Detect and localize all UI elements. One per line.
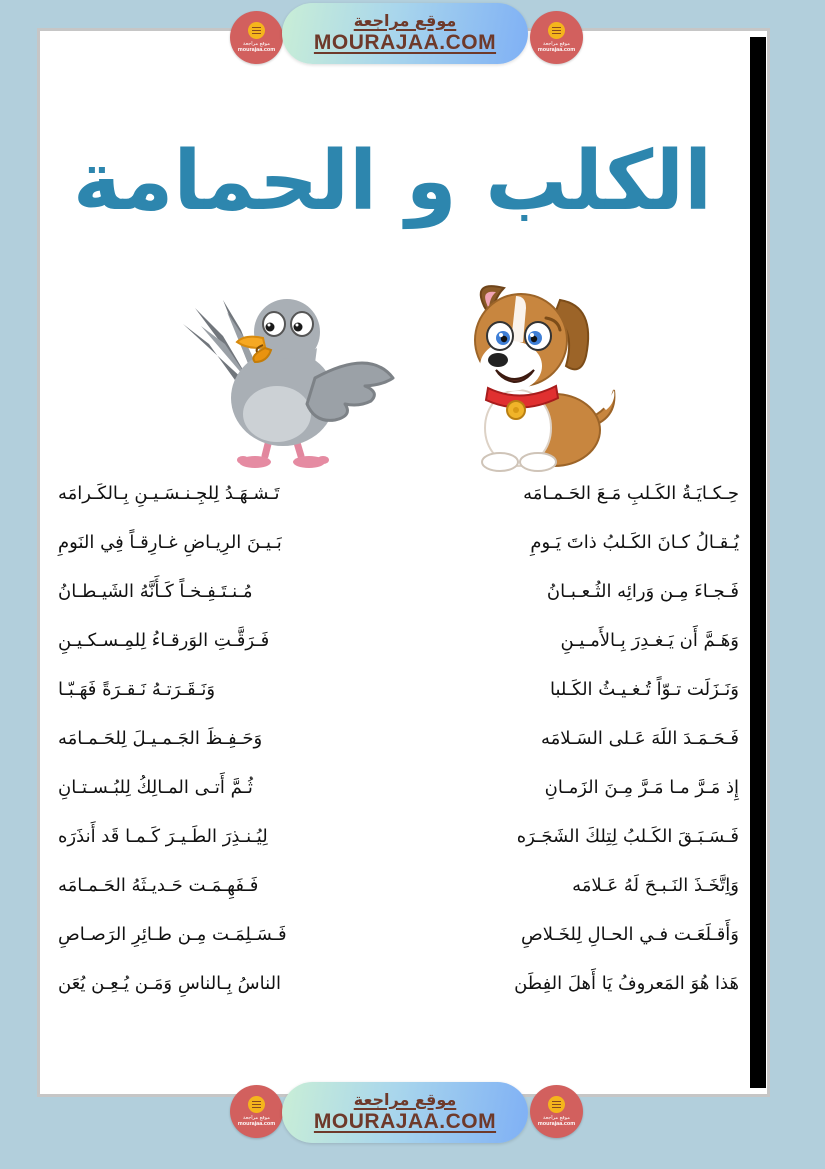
verse-second-hemistich: وَنَـقَـرَتـهُ نَـقـرَةً فَهَـبّـا [58, 679, 216, 700]
site-domain-link[interactable]: MOURAJAA.COM [313, 1110, 497, 1134]
verse-second-hemistich: بَـيـنَ الرِيـاضِ غـارِقـاً فِي النَومِ [58, 532, 282, 553]
verse-second-hemistich: فَـفَهِـمَـت حَـديـثَهُ الحَـمـامَه [58, 875, 259, 896]
worksheet-page [37, 28, 770, 1097]
logo-domain-text: mourajaa.com [537, 1120, 576, 1127]
verse-second-hemistich: ثُـمَّ أَتـى المـالِكُ لِلبُـسـتـانِ [58, 777, 253, 798]
book-icon [248, 1096, 265, 1113]
verse-row [58, 812, 739, 861]
verse-second-hemistich: مُـنـتَـفِـخـاً كَـأَنَّهُ الشَيـطـانُ [58, 581, 253, 602]
page-title: الكلب و الحمامة [72, 134, 713, 229]
logo-domain-text: mourajaa.com [537, 46, 576, 53]
verse-first-hemistich: وَهَـمَّ أَن يَـغـدِرَ بِـالأَمـيـنِ [560, 630, 739, 651]
site-domain-link[interactable]: MOURAJAA.COM [313, 31, 497, 55]
verse-row [58, 861, 739, 910]
logo-arabic-text: موقع مراجعة [543, 1114, 570, 1121]
verse-second-hemistich: الناسُ بِـالناسِ وَمَـن يُـعِـن يُعَن [58, 973, 282, 994]
verse-row [58, 616, 739, 665]
verse-row [58, 567, 739, 616]
book-icon [548, 1096, 565, 1113]
verse-second-hemistich: لِيُـنـذِرَ الطَـيـرَ كَـمـا قَد أَنذَرَه [58, 826, 268, 847]
logo-domain-text: mourajaa.com [237, 1120, 276, 1127]
verse-first-hemistich: وَأَقـلَعَـت فـي الحـالِ لِلخَـلاصِ [521, 924, 739, 945]
verse-first-hemistich: يُـقـالُ كـانَ الكَـلبُ ذاتَ يَـومِ [530, 532, 739, 553]
site-banner [282, 1082, 528, 1143]
book-icon [248, 22, 265, 39]
verse-row [58, 763, 739, 812]
verse-first-hemistich: فَـحَـمَـدَ اللَهَ عَـلى السَـلامَه [541, 728, 739, 749]
verse-second-hemistich: تَـشـهَـدُ لِلجِـنـسَـيـنِ بِـالكَـرامَه [58, 483, 280, 504]
illustration-row [150, 281, 650, 476]
logo-arabic-text: موقع مراجعة [543, 40, 570, 47]
mourajaa-logo [230, 11, 283, 64]
logo-domain-text: mourajaa.com [237, 46, 276, 53]
mourajaa-logo [530, 1085, 583, 1138]
verse-first-hemistich: وَنَـزَلَت تـوّاً تُـغـيـثُ الكَـلبا [549, 679, 739, 700]
pigeon-illustration [175, 286, 410, 476]
poem [58, 469, 739, 1008]
mourajaa-logo [230, 1085, 283, 1138]
logo-arabic-text: موقع مراجعة [243, 1114, 270, 1121]
dog-illustration [426, 278, 626, 476]
logo-arabic-text: موقع مراجعة [243, 40, 270, 47]
verse-first-hemistich: هَذا هُوَ المَعروفُ يَا أَهلَ الفِطَن [514, 973, 739, 994]
verse-row [58, 469, 739, 518]
page-right-shadow-bar [750, 37, 766, 1088]
site-name-arabic-link[interactable]: موقع مراجعة [353, 10, 457, 30]
verse-row [58, 518, 739, 567]
site-name-arabic-link[interactable]: موقع مراجعة [353, 1089, 457, 1109]
verse-first-hemistich: إِذ مَـرَّ مـا مَـرَّ مِـنَ الزَمـانِ [544, 777, 739, 798]
verse-first-hemistich: وَاِتَّخَـذَ النَـبـحَ لَهُ عَـلامَه [572, 875, 739, 896]
verse-first-hemistich: حِـكـايَـةُ الكَـلبِ مَـعَ الحَـمـامَه [523, 483, 739, 504]
verse-row [58, 665, 739, 714]
site-banner [282, 3, 528, 64]
verse-second-hemistich: فَـرَقَّـتِ الوَرقـاءُ لِلمِـسـكـيـنِ [58, 630, 270, 651]
verse-first-hemistich: فَـسَـبَـقَ الكَـلبُ لِتِلكَ الشَجَـرَه [516, 826, 739, 847]
verse-row [58, 959, 739, 1008]
mourajaa-logo [530, 11, 583, 64]
verse-first-hemistich: فَـجـاءَ مِـن وَرائِه الثُـعـبـانُ [546, 581, 739, 602]
verse-row [58, 714, 739, 763]
verse-second-hemistich: وَحَـفِـظَ الجَـمـيـلَ لِلحَـمـامَه [58, 728, 263, 749]
verse-row [58, 910, 739, 959]
verse-second-hemistich: فَـسَـلِمَـت مِـن طـائِرِ الرَصـاصِ [58, 924, 287, 945]
book-icon [548, 22, 565, 39]
